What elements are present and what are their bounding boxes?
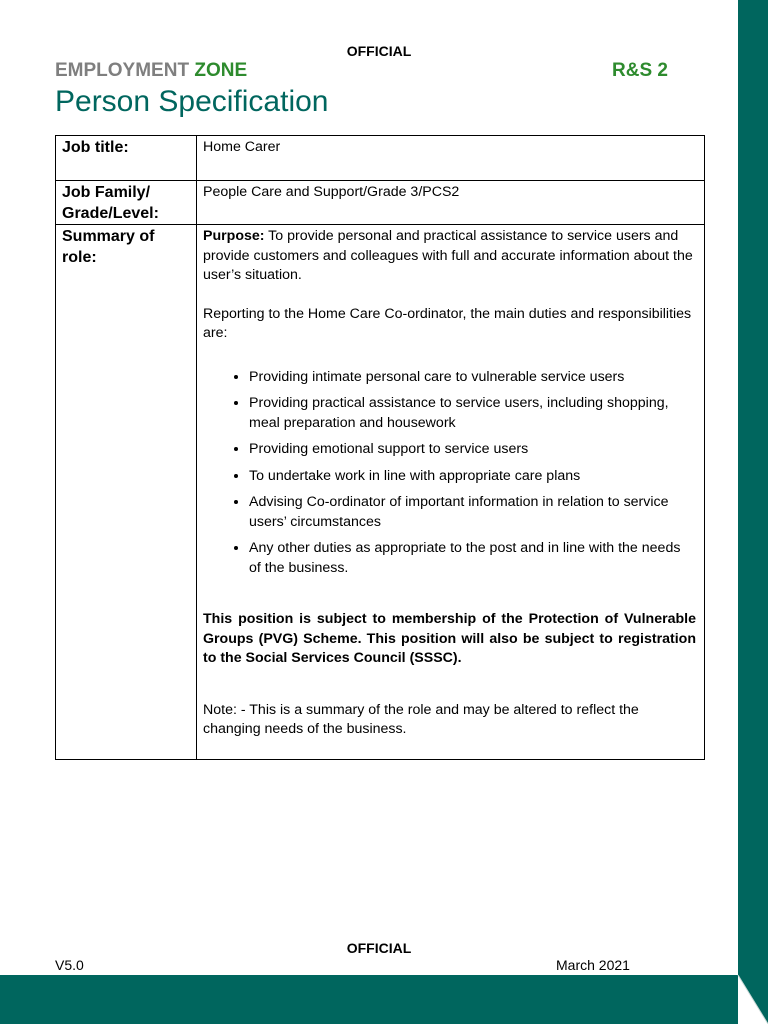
purpose-paragraph [203,227,696,286]
list-item: • Providing practical assistance to service users, including shopping, meal preparation and housework [249,394,696,433]
document-date: March 2021 [556,957,630,973]
job-family-label-line2: Grade/Level: [62,205,159,222]
classification-header: OFFICIAL [346,43,412,59]
summary-note: Note: - This is a summary of the role and may be altered to reflect the changing needs of the business. [203,701,639,737]
reporting-paragraph: Reporting to the Home Care Co-ordinator, the main duties and responsibilities are: [203,305,692,341]
job-family-label-line1: Job Family/ [62,184,151,201]
duties-list [203,368,696,579]
list-item: • Advising Co-ordinator of important information in relation to service users’ circumstances [249,493,696,532]
pvg-notice: This position is subject to membership of the Protection of Vulnerable Groups (PVG) Scheme. This position will also be subject to registration to the Social Services Council (SSSC). [203,611,696,666]
page-title: Person Specification [55,85,329,118]
list-item: • Providing intimate personal care to vulnerable service users [249,368,696,388]
person-spec-table [55,135,705,760]
list-item: • To undertake work in line with appropriate care plans [249,467,696,487]
brand-zone: ZONE [194,60,248,81]
bottom-accent-bar [0,975,768,1024]
purpose-text: To provide personal and practical assistance to service users and provide customers and colleagues with full and accurate information about the user’s situation. [203,228,693,283]
job-title-value: Home Carer [197,136,705,181]
document-reference: R&S 2 [612,60,668,81]
summary-label-line2: role: [62,249,97,266]
job-title-label: Job title: [56,136,197,181]
classification-footer: OFFICIAL [346,940,412,956]
document-version: V5.0 [55,957,84,973]
purpose-label: Purpose: [203,228,265,244]
summary-label-line1: Summary of [62,228,155,245]
table-row-summary [56,225,705,760]
right-accent-bar [738,0,768,1024]
job-family-value: People Care and Support/Grade 3/PCS2 [197,181,705,225]
table-row-job-title [56,136,705,181]
brand-logo-text [55,60,247,82]
summary-value [197,225,705,760]
list-item: • Any other duties as appropriate to the post and in line with the needs of the business. [249,539,696,578]
brand-employment: EMPLOYMENT [55,60,190,81]
summary-label [56,225,197,760]
table-row-job-family [56,181,705,225]
list-item: • Providing emotional support to service users [249,440,696,460]
job-family-label [56,181,197,225]
